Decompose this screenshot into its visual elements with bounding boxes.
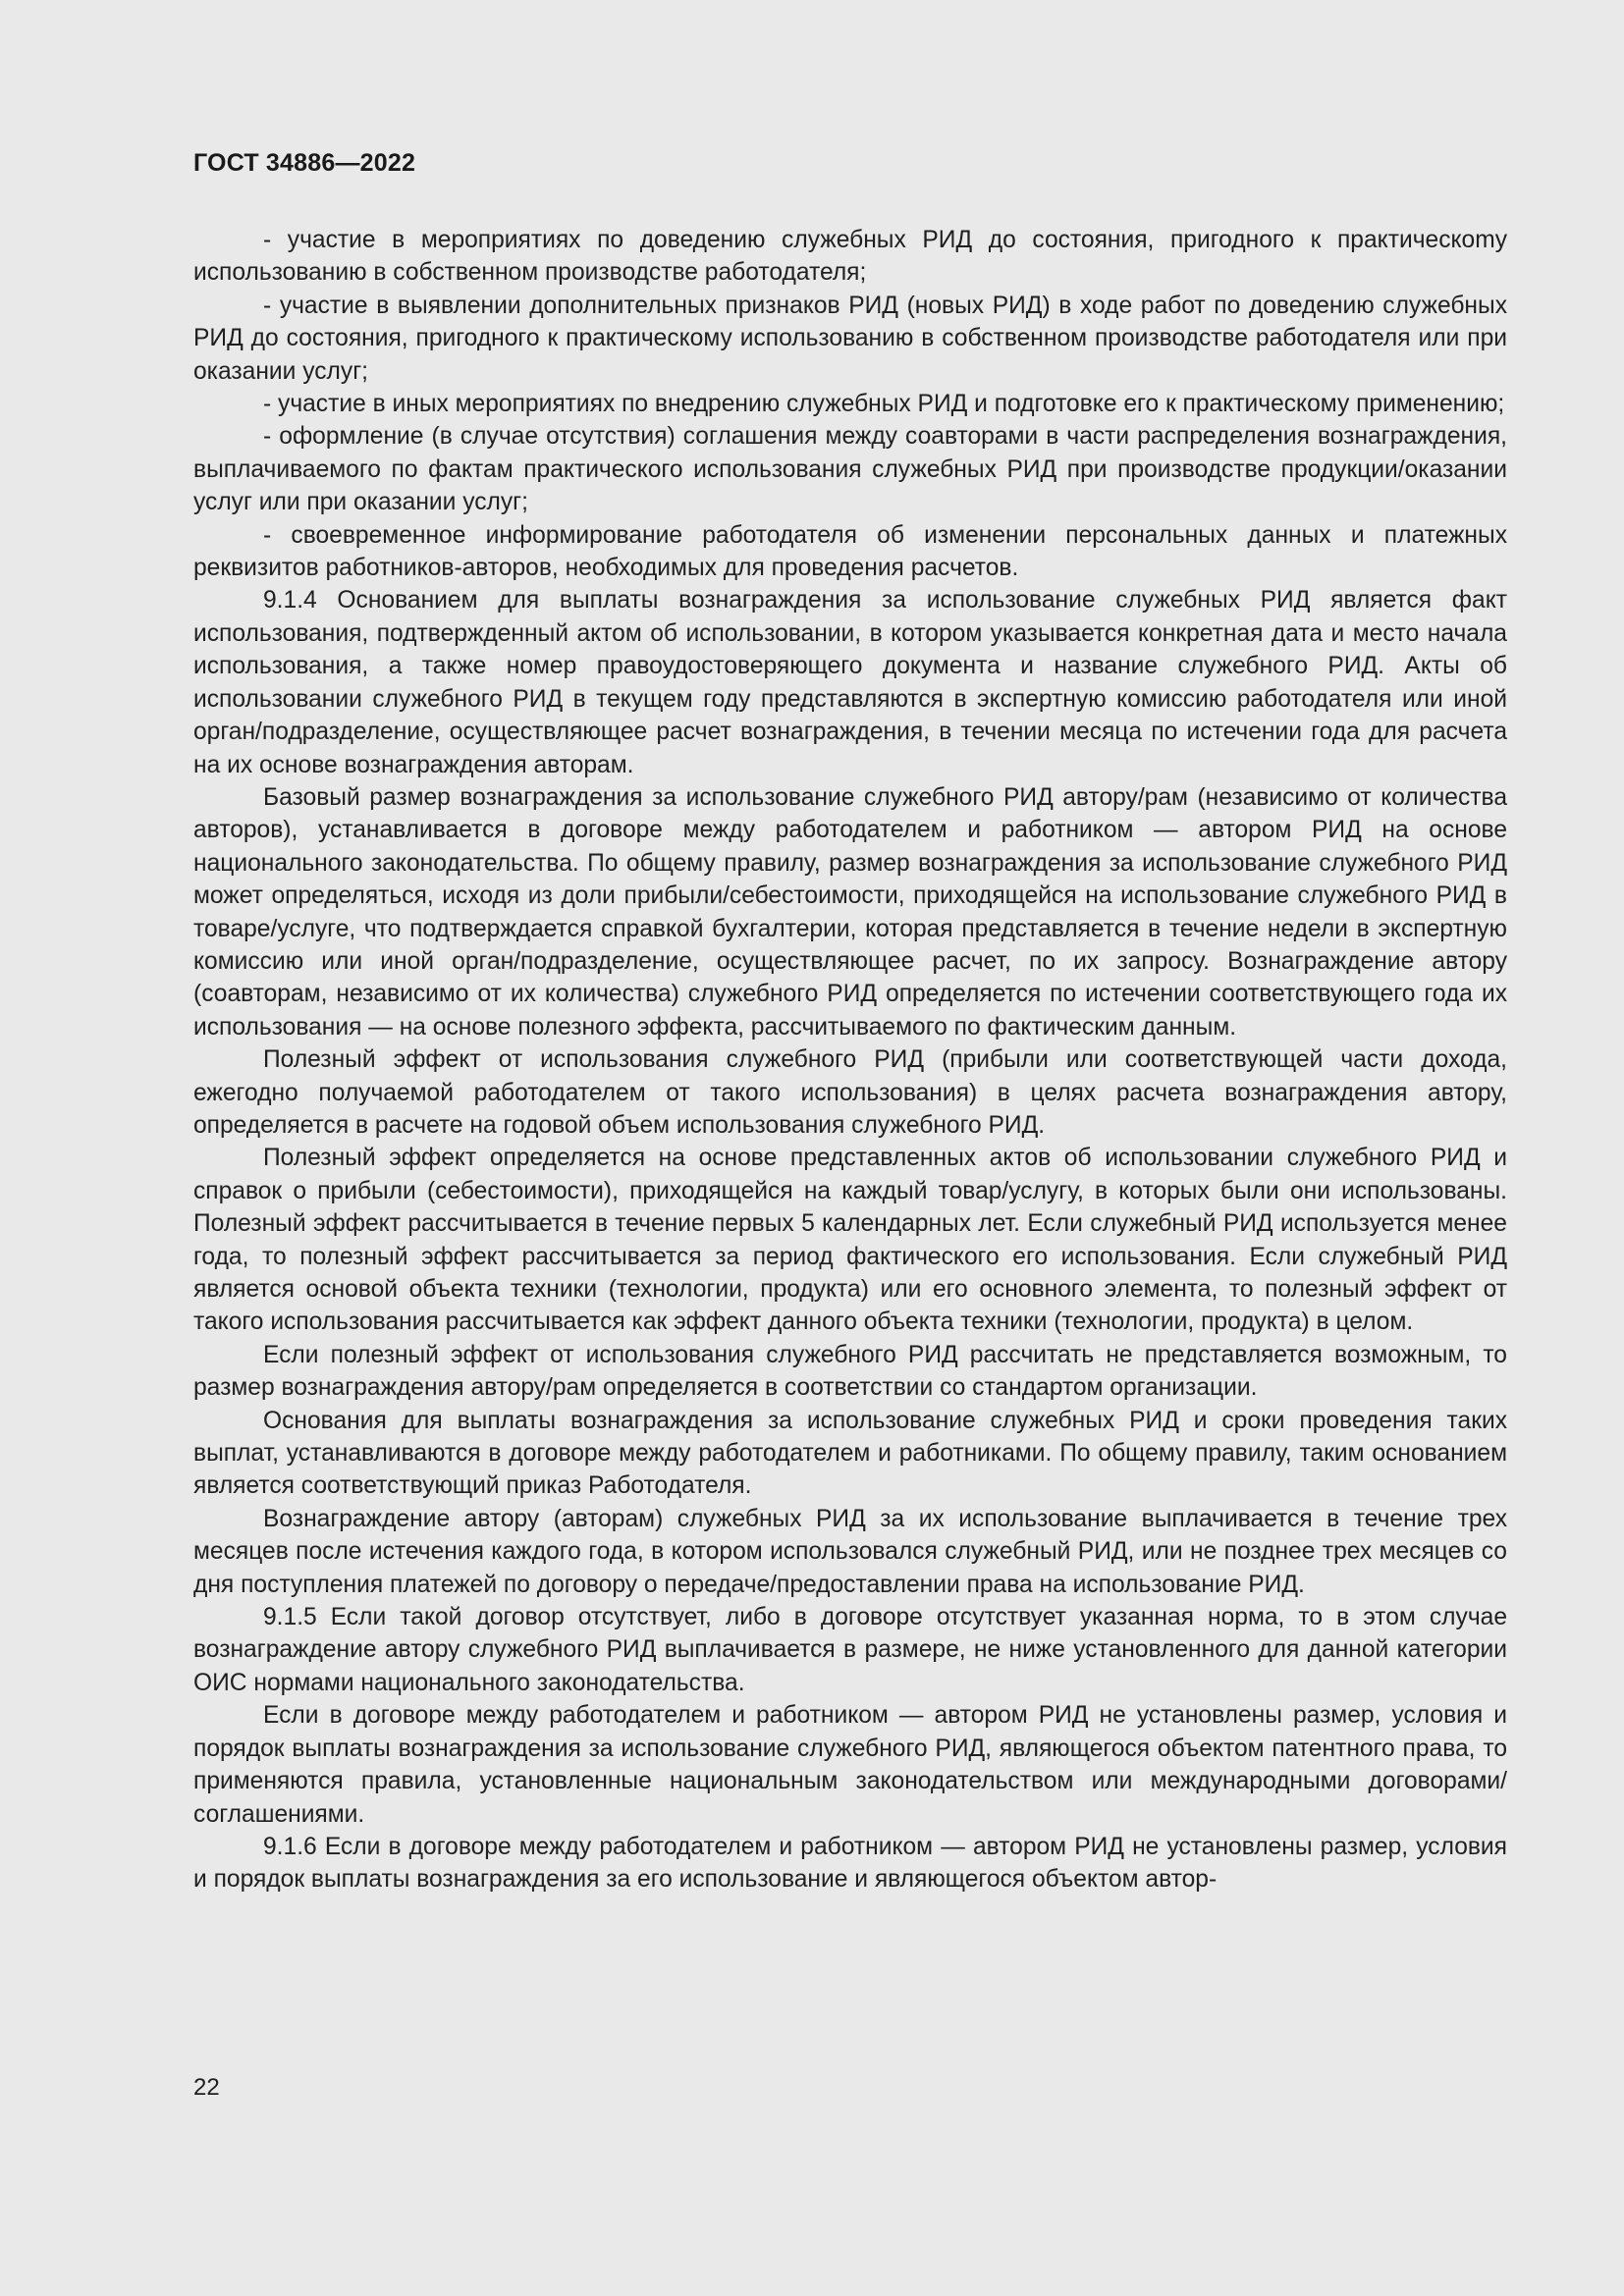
paragraph-bullet-4: - оформление (в случае отсутствия) соглашения между соавторами в части распределения вознаграждения, выплачиваемого по фактам практического использования служебных РИД при производстве продукции/оказании услуг или при оказании услуг; [193,423,1507,516]
paragraph-bullet-1: - участие в мероприятиях по доведению служебных РИД до состояния, пригодного к практическоmу использованию в собственном производстве работодателя; [193,227,1507,287]
paragraph-bullet-5: - своевременное информирование работодателя об изменении персональных данных и платежных реквизитов работников-авторов, необходимых для проведения расчетов. [193,521,1507,582]
paragraph-payment-term: Вознаграждение автору (авторам) служебных РИД за их использование выплачивается в течение трех месяцев после истечения каждого года, в котором использовался служебный РИД, или не позднее трех месяцев со дня поступления платежей по договору о передаче/предоставлении права на использование РИД. [193,1505,1507,1598]
paragraph-useful-effect-basis: Полезный эффект определяется на основе представленных актов об использовании служебного РИД и справок о прибыли (себестоимости), приходящейся на каждый товар/услугу, в которых были они использованы. Полезный эффект рассчитывается в течение первых 5 календарных лет. Если служебный РИД используется менее года, то полезный эффект рассчитывается за период фактического его использования. Если служебный РИД является основой объекта техники (технологии, продукта) или его основного элемента, то полезный эффект от такого использования рассчитывается как эффект данного объекта техники (технологии, продукта) в целом. [193,1145,1507,1336]
document-body [193,224,1507,1896]
paragraph-9-1-4: 9.1.4 Основанием для выплаты вознаграждения за использование служебных РИД является факт использования, подтвержденный актом об использовании, в котором указывается конкретная дата и место начала использования, а также номер правоудостоверяющего документа и название служебного РИД. Акты об использовании служебного РИД в текущем году представляются в экспертную комиссию работодателя или иной орган/подразделение, осуществляющее расчет вознаграждения, в течении месяца по истечении года для расчета на их основе вознаграждения авторам. [193,587,1507,778]
paragraph-payment-grounds: Основания для выплаты вознаграждения за использование служебных РИД и сроки проведения таких выплат, устанавливаются в договоре между работодателем и работниками. По общему правилу, таким основанием является соответствующий приказ Работодателя. [193,1407,1507,1500]
paragraph-bullet-2: - участие в выявлении дополнительных признаков РИД (новых РИД) в ходе работ по доведению служебных РИД до состояния, пригодного к практическому использованию в собственном производстве работодателя или при оказании услуг; [193,292,1507,385]
page-number: 22 [193,2074,220,2101]
paragraph-base-reward: Базовый размер вознаграждения за использование служебного РИД автору/рам (независимо от количества авторов), устанавливается в договоре между работодателем и работником — автором РИД на основе национального законодательства. По общему правилу, размер вознаграждения за использование служебного РИД может определяться, исходя из доли прибыли/себестоимости, приходящейся на использование служебного РИД в товаре/услуге, что подтверждается справкой бухгалтерии, которая представляется в течение недели в экспертную комиссию или иной орган/подразделение, осуществляющее расчет, по их запросу. Вознаграждение автору (соавторам, независимо от их количества) служебного РИД определяется по истечении соответствующего года их использования — на основе полезного эффекта, рассчитываемого по фактическим данным. [193,783,1507,1041]
paragraph-bullet-3: - участие в иных мероприятиях по внедрению служебных РИД и подготовке его к практическому применению; [263,391,1505,418]
document-header: ГОСТ 34886—2022 [193,149,416,177]
paragraph-9-1-6: 9.1.6 Если в договоре между работодателем и работником — автором РИД не установлены размер, условия и порядок выплаты вознаграждения за его использование и являющегося объектом автор- [193,1833,1507,1894]
paragraph-9-1-5: 9.1.5 Если такой договор отсутствует, либо в договоре отсутствует указанная норма, то в этом случае вознаграждение автору служебного РИД выплачивается в размере, не ниже установленного для данной категории ОИС нормами национального законодательства. [193,1604,1507,1696]
paragraph-effect-impossible: Если полезный эффект от использования служебного РИД рассчитать не представляется возможным, то размер вознаграждения автору/рам определяется в соответствии со стандартом организации. [193,1341,1507,1402]
paragraph-useful-effect: Полезный эффект от использования служебного РИД (прибыли или соответствующей части дохода, ежегодно получаемой работодателем от такого использования) в целях расчета вознаграждения автору, определяется в расчете на годовой объем использования служебного РИД. [193,1046,1507,1139]
paragraph-patent-rules: Если в договоре между работодателем и работником — автором РИД не установлены размер, условия и порядок выплаты вознаграждения за использование служебного РИД, являющегося объектом патентного права, то применяются правила, установленные национальным законодательством или международными договорами/соглашениями. [193,1702,1507,1828]
